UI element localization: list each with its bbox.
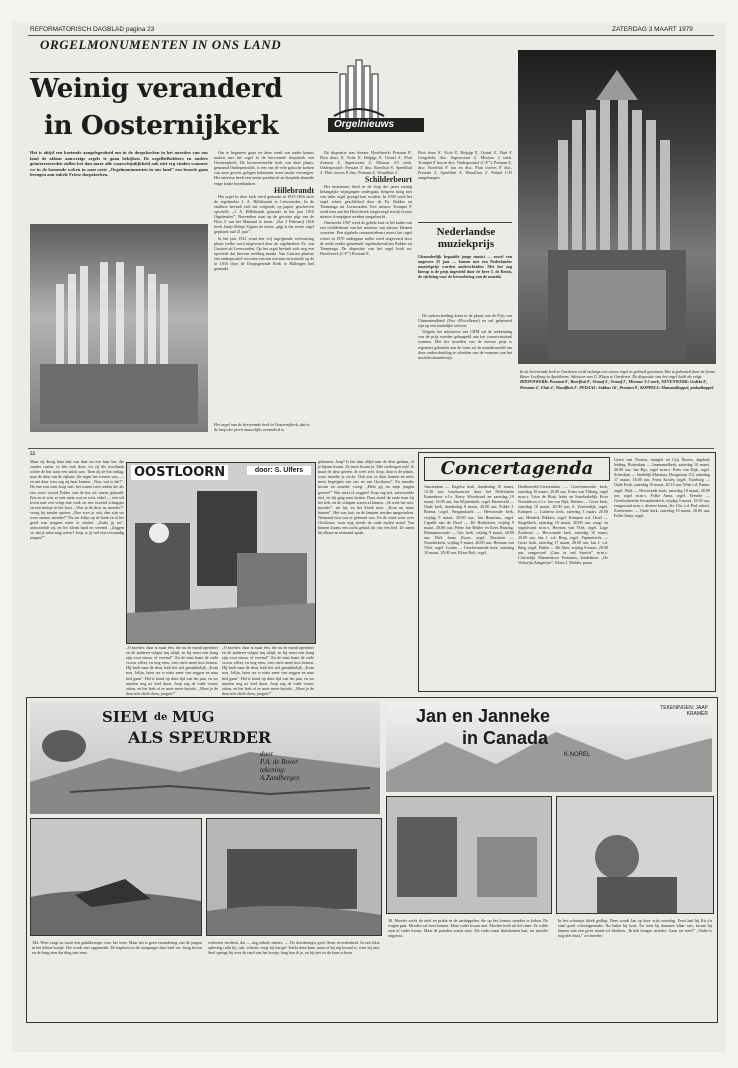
newspaper-masthead: REFORMATORISCH DAGBLAD pagina 23 — [30, 26, 155, 33]
article-column-3: De dispositie was daarna: Hoofdwerk: Prestant 8', Fluit doux 8', Viola 8', Holpijp 8', Octaaf 4', Fluit d'amour 4', Superoctaaf 2', Mixtuur 4-5 sterk. Onderpositief: Prestant 4' disc. Roerfluit 8', Speelfluit 4', Fluit travers 8' disc, Prestant 4', Woudfluit 2'. Schilderbeurt Het instrument heeft in de loop der jaren weinig belangrijke wijzigingen ondergaan, hetgeen hoog niet van ieder orgel gezegd kan worden. In 1930 werd het orgel echter geschilderd door de Fa. Bakker en Timmenga uit Leeuwarden. Een nieuwe Trompet 8' werd toen aan het Hoofdwerk toegevoegd terwijl tevens nieuwe frontpijpen werden aangebracht. Omstreeks 1967 werd de gehele kast in het kader van een schilderbeurt van het interieur van nieuwe kleuren voorzien. Een algehele restauratiebeurt moest het orgel echter in 1970 ondergaan welke werd uitgevoerd door de reeds eerder genoemde orgelmakersfirma Bakker en Timmenga. De dispositie van het orgel luidt nu: Hoofdwerk (C-F''') Prestant 8', — [320, 150, 412, 256]
article-title-line2: in Oosternijkerk — [44, 111, 279, 141]
concert-column-1: Amsterdam — Engelse kerk, donderdag 10 maart, 12.30 uur, lunchconcert door het Nederlands Kamerkoor o.l.v. Kerry Woodward en zaterdag 10 maart, 16.00 uur, Jan Wijnenbeek, orgel. Barneveld — Oude kerk, donderdag 8 maart, 20.00 uur, Fokke J. Bosma, orgel. Bergambacht — Hervormde kerk, vrijdag 9 maart, 20.00 uur, Jan Bonefaas, orgel. Capelle aan de IJssel — De Hoeksteen, vrijdag 9 maart, 20.00 uur, Pieter Jan Belder en Kees Huizing. Dantumawoude — Ger. kerk, vrijdag 9 maart, 20.00 uur, Dirk Jansz Zwart, orgel. Drachten — Noorderkerk, vrijdag 9 maart, 20.00 uur, Herman van Vliet, orgel. Gouda — Gereformeerde kerk, zaterdag 10 maart, 20.00 uur, Klaas Bolt, orgel. — [424, 484, 514, 556]
article-kicker: ORGELMONUMENTEN IN ONS LAND — [40, 37, 282, 52]
concert-column-2: Hardinxveld-Giessendam — Gereformeerde kerk, zaterdag 10 maart, 20.00 uur, Frans van Tilburg, orgel m.m.v. Léon de Bont, hobo en Interkerkelijk Koor Noordeloos o.l.v. Jan van Dijk. Hattem — Grote kerk, zaterdag 10 maart, 20.00 uur, A. Zoutendijk, orgel. Kampen — Lutherse kerk, zaterdag 3 maart, 20.00 uur, Hendrik Dikkers, orgel. Krimpen a.d. IJssel — Singelkerk, zaterdag 10 maart, 20.00 uur, zang- en orgelavond m.m.v. Herman van Vliet, orgel. Lage Zwaluwe — Hervormde kerk, zaterdag 10 maart, 20.00 uur, Jan J. v.d. Berg, orgel. Papendrecht — Grote kerk, zaterdag 17 maart, 20.00 uur, Jan J. v.d. Berg, orgel. Putten — De Aker, vrijdag 9 maart, 20.00 uur, zangavond „Cum tu sed Sanctis” m.m.v. Christelijk Mannenkoor Fontanus, kinderkoor „De Voltavijn Zangertjes”, Klaas J. Mulder, piano. — [518, 484, 608, 566]
kicker-rule — [30, 72, 338, 73]
article-title-line1: Weinig veranderd — [30, 74, 283, 104]
siem-panel-2 — [206, 818, 382, 936]
garderen-caption: In de hervormde kerk te Garderen werd onlangs een nieuw orgel in gebruik genomen. Het is gebouwd door de firma Bruer Leeflang in Apeldoorn. Adviseur was G. Kluyn te Garderen. De dispositie van het orgel luidt als volgt: HOOFDWERK: Prestant 8', Roerfluit 8', Octaaf 4', Octaaf 2', Mixtuur 3-5 sterk, NEVENWERK: Gedekt 8', Prestant 4', Fluit 4', Woudfluit 2'. PEDAAL: Subbas 16', Prestant 8', KOPPELS: Manuaalkoppel, pedaalkoppel. — [520, 369, 715, 390]
siem-title-panel — [30, 702, 380, 814]
article-column-4: Fluit doux 8', Viola 8', Holpijp 8', Octaaf 4', Fluit 4' Gesgedekt, disc. Superoctaaf 2', Mixtuur 3 sterk. Trompet 8' bas en disc. Onderpositief (C-F'''): Prestant 4', disc. Roerfluit 8' bas en disc. Fluit travers 8' disc, Prestant 4', Speelfluit 4', Woudfluit 2', Pedaal C-D aangehangen. — [418, 150, 512, 181]
oostloorn-title: OOSTLOORN — [131, 465, 228, 480]
muziekprijs-title: Nederlandse muziekprijs — [436, 226, 496, 250]
jan-credits: TEKENINGEN: JAAP KRAMER — [660, 705, 708, 717]
siem-title-2: de — [154, 712, 168, 723]
article-bottom-rule — [28, 448, 714, 449]
concert-agenda-title: Concertagenda — [424, 457, 610, 481]
muziekprijs-rule — [418, 222, 512, 223]
serial-column-3: gekomen, Joop? Is het daar altijd naar de deur gedaan, of je hijnen kwam. Ze moet kwam je. Alle zoeloogen ook! Je maar de deur gezien. Je weet wel, Joop, daar is de plaats, waar moeder je zocht. Ook zou ze daar komen en niets meer begrijpen van ons en van Oostloorn”. En moeder kwam en moeder vroeg: „Hebt gij nu mijn jongen gezien?” Wat moet ik zeggen? Joop zag het, antwoordde niet, en hij ging naar buiten. Daar stond de oude man bij het hek, en de schapen waren al binnen. ,,Ik weet het niet, moeder”, zei hij, en het klonk moe. „Kom nu maar binnen”. Het was laat, en de lampen werden aangestoken. Niemand wist wat er gebeurd was. En de wind woei over Oostloorn, waar nog steeds de oude molen stond. Van binnen kwam een zacht geluid als van een lied. Ze zaten bij elkaar en niemand sprak. — [318, 459, 414, 536]
muziekprijs-body: De onderscheiding komt in de plaats van de Prijs van Uitmuntendheid (Prix d'Excellence) en zal gebaseerd zijn op een landelijke selectie. Volgens het ministerie van CRM zal de toekenning van de prijs worden gekoppeld aan het conservatoriaal examen. Met het instellen van de nieuwe prijs is tegemoet gekomen aan de wens uit de muziekwereld om deze onderscheiding te scheiden van de examens aan het muziekvakonderwijs. — [418, 313, 512, 360]
jan-author: K.NOREL — [564, 752, 591, 758]
jan-text-2: In het schuurtje kleek gedkip. Deze wordt Jan op door vrije zaterdag. Eerst had hij Kit z'n staal goed schoongemaakt. Nu hakte hij hout. En toen hij daarmee klaar was, kwam hij binnen met een grote mand vol blokken. ,Ik heb honger, moeder. Gaan we eten?” „Vader is nog niet thuis,” zei moeder. — [558, 918, 712, 939]
orgelnieuws-label: Orgelnieuws — [334, 119, 395, 130]
serial-column-2b: „O moeder, daar is maar één, die nu de mond opendoet en de anderen volgen mij altijd, en hij moet niet bang zijn voor nieuw of vreemd”. En de man kaste de oude vrouw zilver, en nog eens, toen niets meer kon komen. Hij keek naar de deur, leek het wel gemakkelijk. „Kom nou, Jolijn, laten we er niets meer van zeggen en naar bed gaan”. Het is koud op deze tijd van het jaar, en we moeten nog zo veel doen. Joop zag de oude vrouw zitten, en het leek of ze niets meer hoorde. ,,Moet je de deur niet dicht doen, jongen?” — [222, 645, 314, 696]
subheading-schilderbeurt: Schilderbeurt — [364, 175, 412, 185]
garderen-organ-photo — [518, 50, 716, 364]
siem-title-4: ALS SPEURDER — [128, 728, 272, 747]
oosternijkerk-caption: Het orgel van de hervormde kerk in Oosternijkerk, dat in de loop der jaren nauwelijks veranderd is. — [214, 422, 310, 433]
siem-text-2: verliezen verdient, dat — nog enkele meters. — De doodeenigst geeft Siem tevredenheid. In een fikse opleving ruikt hij, tuft, scheurt, vergt hij terrige! Sterkt deze kant, maar of hij erg kwaad is, weet hij niet. Snel springt hij over de rand van het bootje, lang ben ik je, en hij ziet zo de kans schoon. — [208, 940, 380, 956]
issue-date: ZATERDAG 3 MAART 1979 — [612, 26, 693, 33]
header-rule — [28, 35, 714, 36]
serial-page-number: 52 — [30, 452, 35, 457]
serial-column-2: „O moeder, daar is maar één, die nu de mond opendoet en de anderen volgen mij altijd, en hij moet niet bang zijn voor nieuw of vreemd”. En de man kaste de oude vrouw zilver, en nog eens, toen niets meer kon komen. Hij keek naar de deur, leek het wel gemakkelijk. „Kom nou, Jolijn, laten we er niets meer van zeggen en naar bed gaan”. Het is koud op deze tijd van het jaar, en we moeten nog zo veel doen. Joop zag de oude vrouw zitten, en het leek of ze niets meer hoorde. ,,Moet je de deur niet dicht doen, jongen?” — [126, 645, 218, 696]
muziekprijs-lead: Uitzonderlijk begaafde jonge musici — zowel van ongeveer 25 jaar — komen met een Nederlandse muziekprijs worden onderscheiden. Met het oog hierop is de prijs ingesteld door de heer J. de Bruin, de stichting voor de bevordering van de muziek. — [418, 254, 512, 280]
siem-title-3: MUG — [172, 708, 215, 726]
article-intro: Het is altijd een boeiende aangelegenheid om in de dorpskerken in het noorden van ons land de aldaar aanwezige orgels te gaan bekijken. De orgelliefhebbers en andere geïnteresseerden zullen het dan maar alle waarschijnlijkheid ook niet erg vinden wanneer we in de komende weken in onze serie „Orgelmonumenten in ons land” een bezoek gaan brengen aan enkele Friese dorpskerken. — [30, 150, 208, 178]
jan-title-1: Jan en Janneke — [416, 706, 551, 726]
serial-column-1: Maar zij droeg haar bak van daar uit een haar kat, die zonder rusten, in één trek door, tot zij die noodzaak achter de hut waar een stilok was. Toen zij de hut ontlag, naar de deur om de zijkant, die tegen het westen was, — en net daar voor zag zij haar komen. „Nou, wat is dat?”. De ene was toen Joop niet, het waren twee ouden die als een soort vooraf Fokke van de hut uit waren gehaald. Een en al wist ze niet meer wat ze wist, enkel — een stil leven met een schip met rook en een tweetal schaapjes en een meisje in het hooi. ,,Woe je de deur in, moeder?” vroeg hij zonder opzien. „Doe voor je ook, dan zijn we weer samen, moeder!” Nu zat Jolijn op de bank en al het goed was nergens meer te vinden. „Zoals jij nu”, antwoordde zij, en het klonk hard en vreemd. „Zeggen ze, dat je niets mag weten? Joop, is jij wel een verstandig jongen?” — [30, 459, 124, 541]
siem-credits: door P.A. de Rover tekening: A.Zandbergen — [260, 750, 300, 782]
jan-panel-1 — [386, 796, 552, 914]
jan-text-1: 38. Moeder zocht de tafel en prikte in de aardappelen, die op het fornuis stonden te koken. De wagen gaat. Moeder zal weer komen. Maar vader kwam niet. Moeder keek uit het raam. Ze wilde zien of vader kwam. Maar de paarden waren moe. Als vader maar thuiskomen kan, zei moeder ongerust. — [388, 918, 548, 939]
subheading-hillebrandt: Hillebrandt — [273, 185, 314, 195]
siem-title-1: SIEM — [102, 708, 148, 726]
jan-title-2: in Canada — [462, 728, 549, 748]
siem-text-1: 184. Weer zorgt en nooit een gelukbrenger voor het weer. Maar het is geen verandering van de jongen in het kleine bootje. Die wordt niet opgemerkt. De kapitein en de roerganger daar heel ver, hoog boven en de brug zien dat ding niet eens. — [32, 940, 202, 956]
jan-panel-2 — [556, 796, 714, 914]
oosternijkerk-organ-photo — [30, 224, 208, 432]
concert-column-3: Gerrit van Nooten, trompet en Gijs Broers, algehele leiding. Rotterdam — Immanuelkerk, zaterdag 10 maart, 20.00 uur, Jan Rijs, orgel m.m.v. Kees van Dijk, orgel. Schiedam — Stedelijk Museum, Hoogstraat 112, zaterdag 17 maart, 16.00 uur, Frans Koster, orgel. Voorburg — Oude Kerk, zaterdag 10 maart, 20.15 uur, Wim v.d. Panne, orgel. Wijk — Hervormde kerk, zaterdag 10 maart, 20.00 uur, orgel m.m.v. Folke Anna, orgel. Yerseke — Gereformeerde Jeruzalemkerk, vrijdag 9 maart, 19.30 uur, zangavond m.m.v. diverse koren, dir. Chr. v.d. Pad, orkest. Zoetermeer — Oude kerk, zaterdag 10 maart, 20.00 uur, Folke Anna, orgel. — [614, 457, 710, 519]
oostloorn-author: door: S. Ulfers — [247, 466, 311, 475]
siem-panel-1 — [30, 818, 202, 936]
organ-logo-icon — [328, 56, 424, 144]
jan-title-panel — [386, 702, 712, 792]
oostloorn-illustration — [126, 462, 316, 644]
orgelnieuws-logo — [328, 56, 424, 144]
article-column-2: Om te beginnen gaan we deze week wat nader kennis maken met het orgel in de hervormde dorpskerk van Oosternijkerk. De bovenvermelde kerk van deze plaats, genaamd Ondiepetrodiel, is een van de vele gotische kerken van onze gewest gelegen bakstenen toren omdat vervangen. Het interieur heeft een ruime preekstoel en doopbak alsmede enige fraaie herenbanken. Hillebrandt Het orgel in deze kerk werd gemaakt in 1815-1816 door de orgelmaker J. A. Hillebrandt te Leeuwarden. In de eindfase bevindt zich het volgende, op papier geschreven opschrift: „J. A. Hillebrandt gemaakt in het jaar 1816 Orgelmaker”. Bovendien staat op de grootste pijp van de Fluit 4' van het Manuaal te lezen: „Dat 2 Februarij 1816 heeft Jantje Reinje Sijpma de eerste „pijp is het eerste orgel geplaatst oud 21 jaar”. In het jaar 1921 vond een vrij ingrijpende verbouwing plaats welke werd uitgevoerd door de orgelmakers Fa. van Gruisen uit Leeuwarden. Op het orgel bevindt zich nog een opschrift dat hiervan melding maakt. Van Gruisen plaatste een onderpositief voorzien van een mixtuur en tremolo op de in 1816 door de Doopsgezinde Kerk te Hallingen had gemaakt. — [214, 150, 314, 272]
